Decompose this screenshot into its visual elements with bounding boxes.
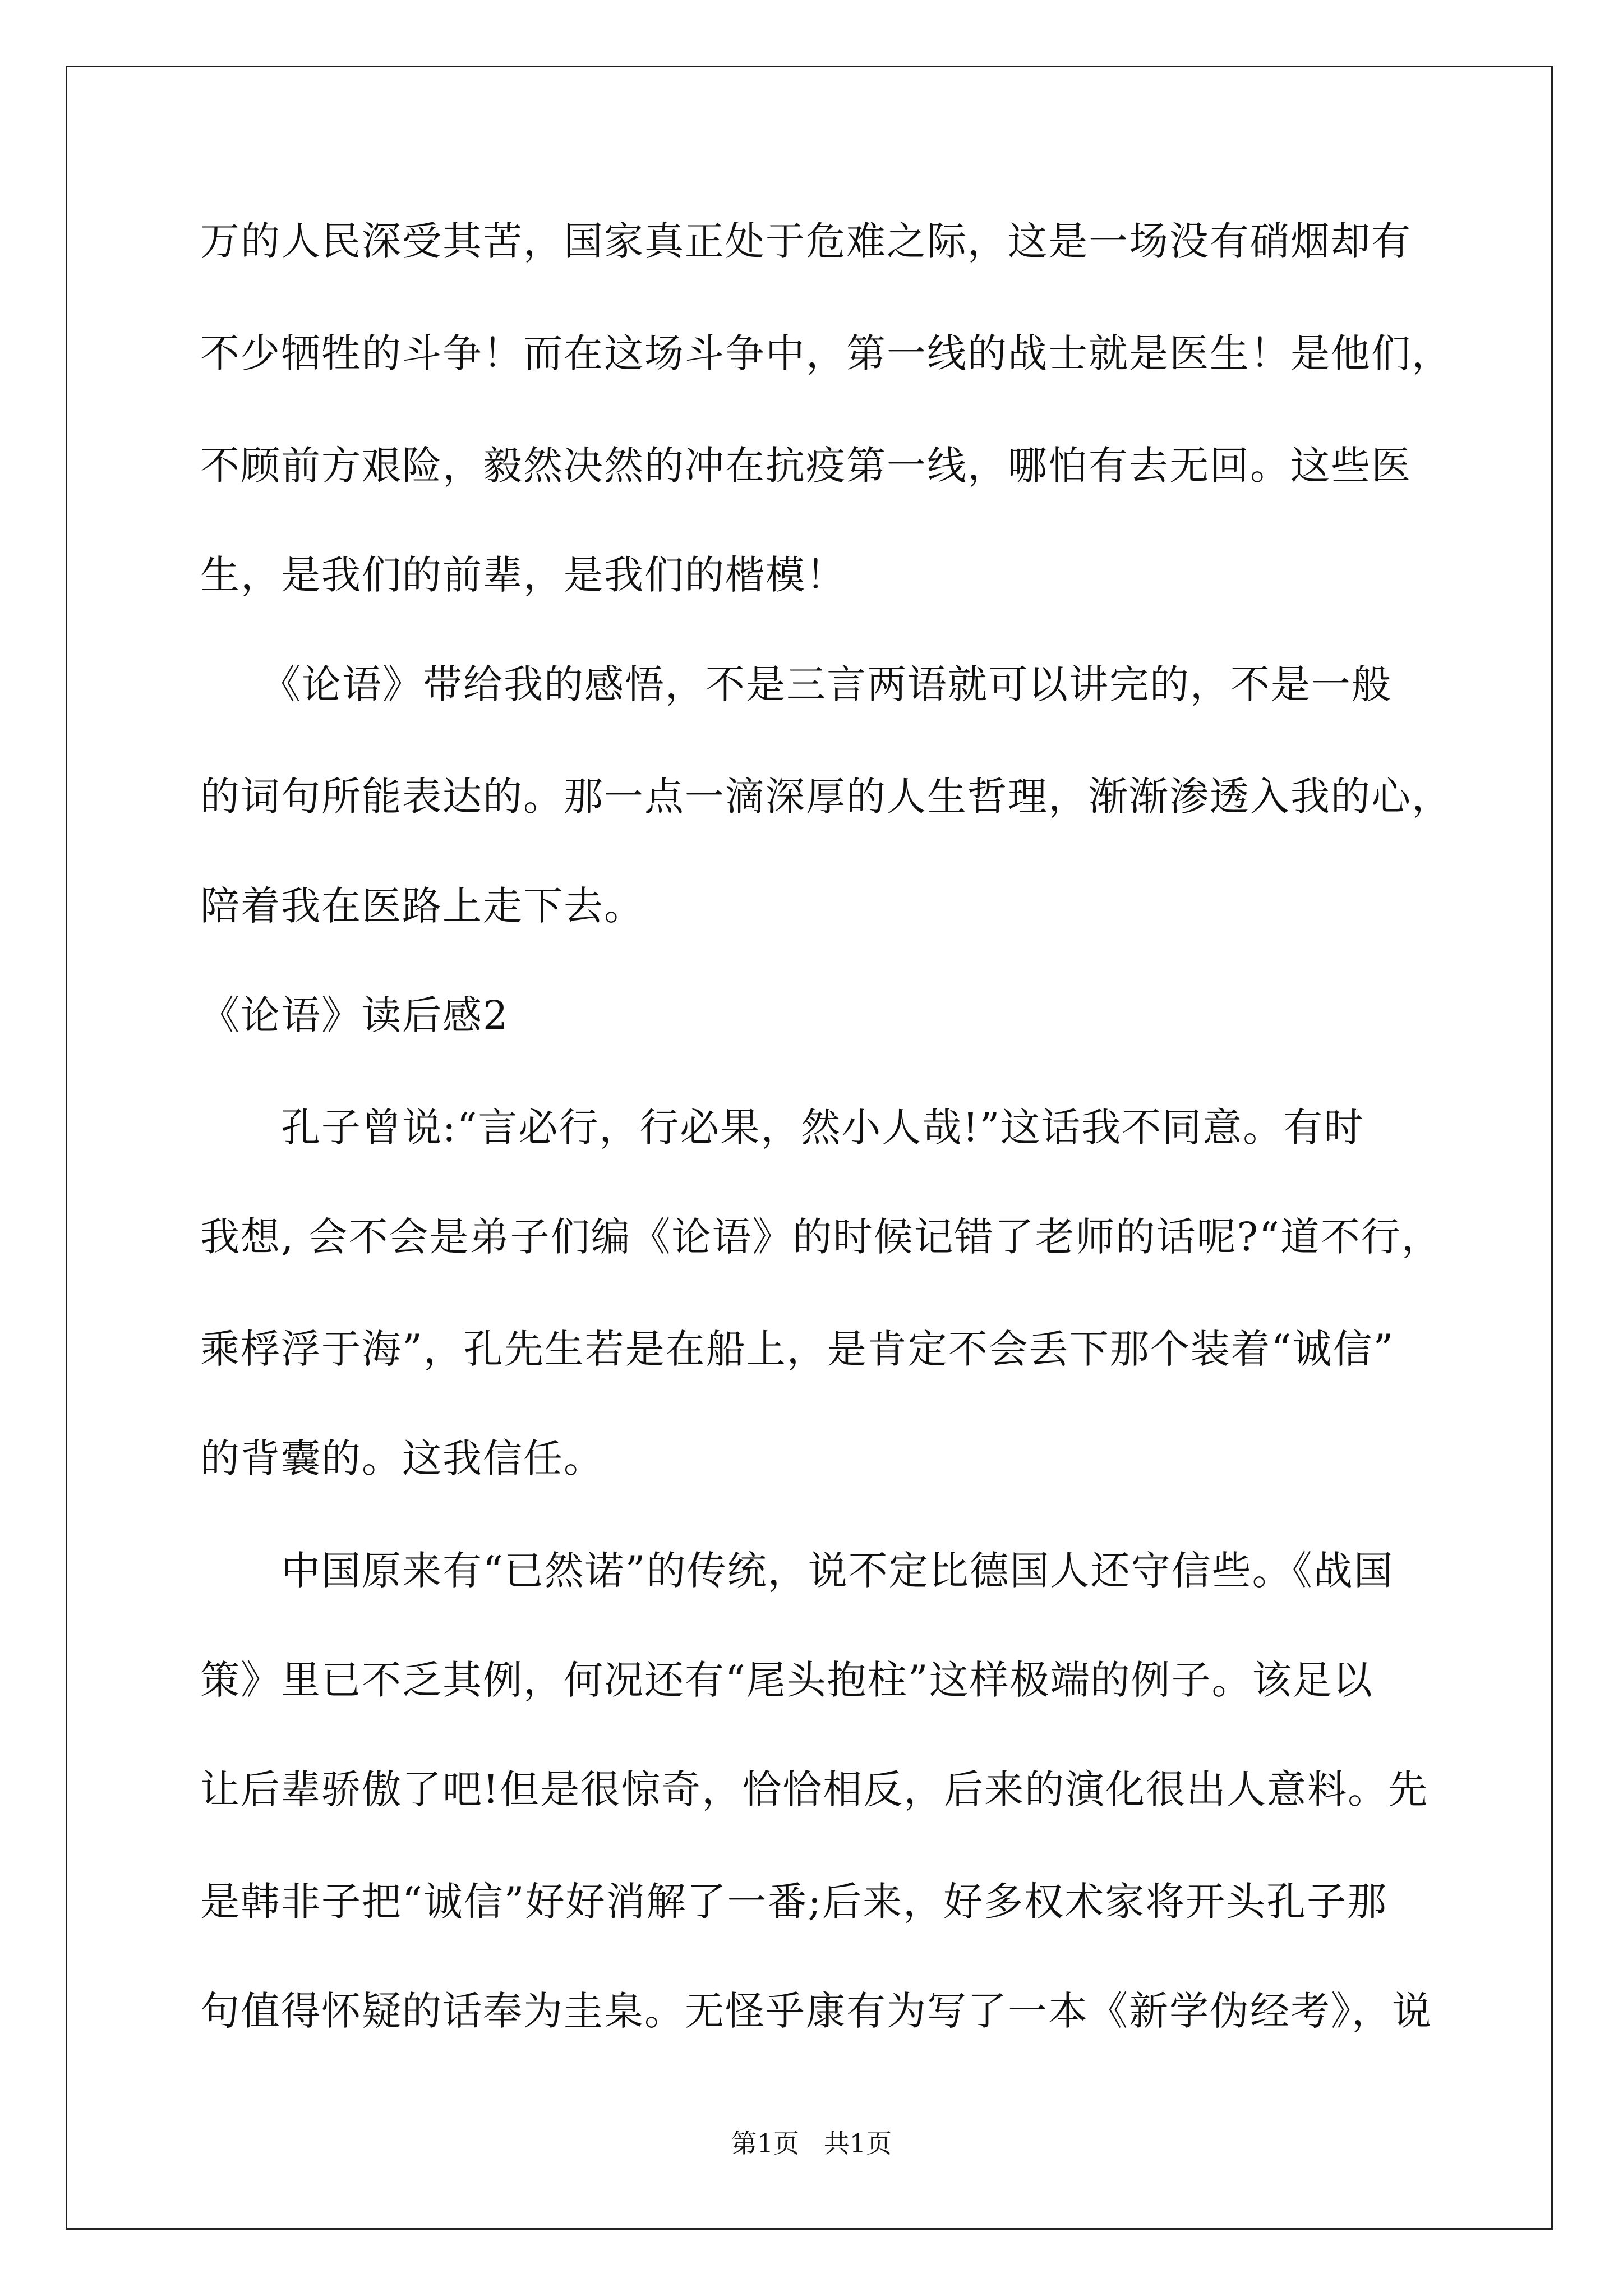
text-line: 孔子曾说:“言必行，行必果，然小人哉!”这话我不同意。有时 bbox=[200, 1105, 1364, 1151]
text-line: 是韩非子把“诚信”好好消解了一番;后来，好多权术家将开头孔子那 bbox=[200, 1879, 1388, 1925]
text-line: 让后辈骄傲了吧!但是很惊奇，恰恰相反，后来的演化很出人意料。先 bbox=[200, 1766, 1429, 1812]
text-line: 生，是我们的前辈，是我们的楷模！ bbox=[200, 552, 846, 598]
text-line: 中国原来有“已然诺”的传统，说不定比德国人还守信些。《战国 bbox=[200, 1548, 1394, 1594]
page-footer: 第1页 共1页 bbox=[731, 2128, 892, 2159]
text-line: 万的人民深受其苦，国家真正处于危难之际，这是一场没有硝烟却有 bbox=[200, 218, 1412, 264]
text-line: 陪着我在医路上走下去。 bbox=[200, 883, 644, 929]
text-line: 乘桴浮于海”，孔先生若是在船上，是肯定不会丢下那个装着“诚信” bbox=[200, 1326, 1395, 1372]
text-line: 句值得怀疑的话奉为圭臬。无怪乎康有为写了一本《新学伪经考》，说 bbox=[200, 1988, 1432, 2034]
text-line: 我想, 会不会是弟子们编《论语》的时候记错了老师的话呢?“道不行， bbox=[200, 1214, 1442, 1260]
section-title: 《论语》读后感2 bbox=[200, 992, 509, 1038]
text-line: 《论语》带给我的感悟，不是三言两语就可以讲完的，不是一般 bbox=[200, 661, 1392, 707]
text-line: 策》里已不乏其例，何况还有“尾头抱柱”这样极端的例子。该足以 bbox=[200, 1657, 1373, 1703]
text-line: 的词句所能表达的。那一点一滴深厚的人生哲理，渐渐渗透入我的心， bbox=[200, 774, 1452, 820]
text-line: 不顾前方艰险，毅然决然的冲在抗疫第一线，哪怕有去无回。这些医 bbox=[200, 443, 1412, 489]
text-line: 的背囊的。这我信任。 bbox=[200, 1435, 604, 1481]
text-line: 不少牺牲的斗争！而在这场斗争中，第一线的战士就是医生！是他们， bbox=[200, 330, 1452, 376]
